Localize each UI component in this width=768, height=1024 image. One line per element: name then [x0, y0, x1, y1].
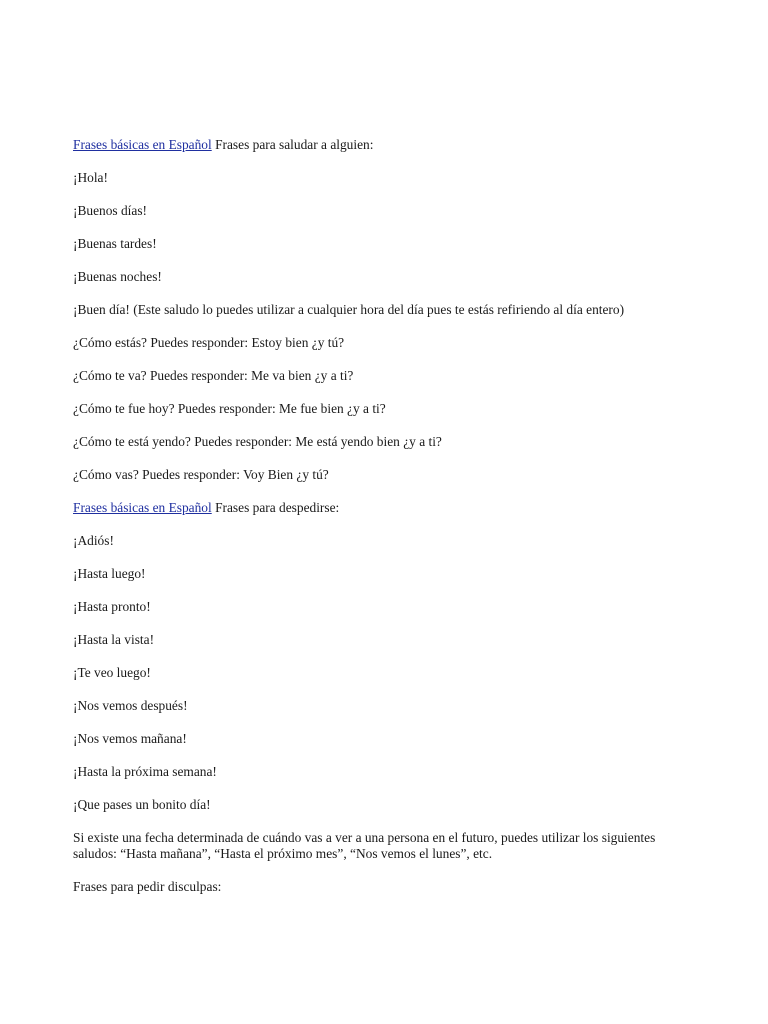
greeting-phrase: ¿Cómo estás? Puedes responder: Estoy bien ¿y tú?: [73, 335, 345, 350]
farewell-phrase: ¡Nos vemos mañana!: [73, 731, 187, 746]
farewell-phrase: ¡Te veo luego!: [73, 665, 151, 680]
greetings-section-link[interactable]: Frases básicas en Español: [73, 137, 212, 152]
greetings-heading-text: Frases para saludar a alguien:: [211, 137, 374, 152]
farewell-phrase: ¡Hasta luego!: [73, 566, 146, 581]
greeting-phrase: ¿Cómo te fue hoy? Puedes responder: Me fue bien ¿y a ti?: [73, 401, 386, 416]
farewells-section-link[interactable]: Frases básicas en Español: [73, 500, 212, 515]
greeting-phrase: ¡Buenos días!: [73, 203, 148, 218]
farewells-heading: [73, 500, 695, 516]
greeting-phrase: ¡Buen día! (Este saludo lo puedes utilizar a cualquier hora del día pues te estás refiriendo al día entero): [73, 302, 625, 317]
farewell-phrase: ¡Hasta la próxima semana!: [73, 764, 217, 779]
greeting-phrase: ¡Hola!: [73, 170, 108, 185]
greeting-phrase: ¡Buenas tardes!: [73, 236, 157, 251]
farewell-phrase: ¡Hasta la vista!: [73, 632, 155, 647]
document-page: [73, 137, 695, 912]
farewell-phrase: ¡Nos vemos después!: [73, 698, 188, 713]
greeting-phrase: ¿Cómo te va? Puedes responder: Me va bien ¿y a ti?: [73, 368, 354, 383]
greetings-heading: [73, 137, 695, 153]
greeting-phrase: ¡Buenas noches!: [73, 269, 162, 284]
greeting-phrase: ¿Cómo te está yendo? Puedes responder: Me está yendo bien ¿y a ti?: [73, 434, 442, 449]
greeting-phrase: ¿Cómo vas? Puedes responder: Voy Bien ¿y tú?: [73, 467, 329, 482]
farewell-phrase: ¡Que pases un bonito día!: [73, 797, 211, 812]
apologies-heading: Frases para pedir disculpas:: [73, 879, 222, 894]
future-date-note: Si existe una fecha determinada de cuándo vas a ver a una persona en el futuro, puedes utilizar los siguientes saludos: “Hasta mañana”, “Hasta el próximo mes”, “Nos vemos el lunes”, etc.: [73, 830, 656, 861]
farewell-phrase: ¡Hasta pronto!: [73, 599, 151, 614]
farewell-phrase: ¡Adiós!: [73, 533, 114, 548]
farewells-heading-text: Frases para despedirse:: [211, 500, 340, 515]
